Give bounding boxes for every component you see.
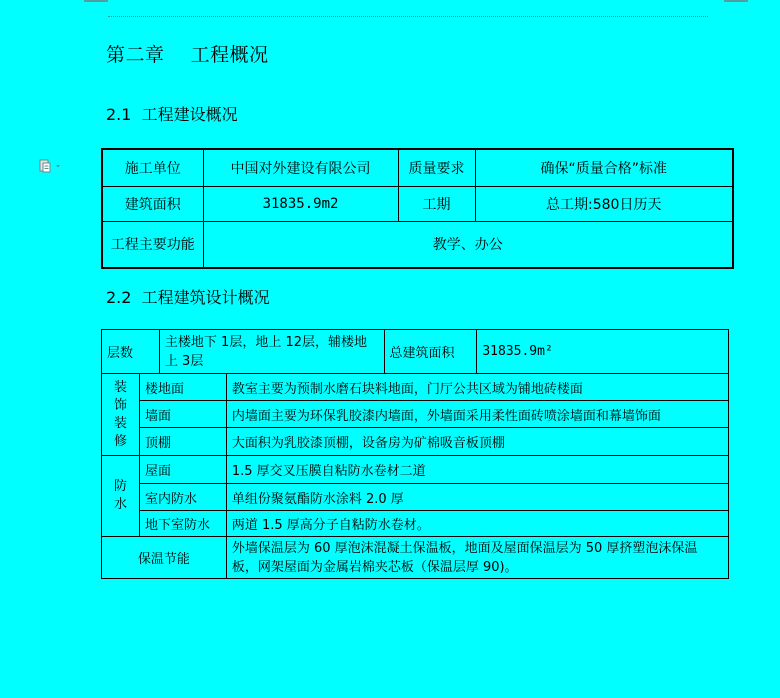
insulation-value: 外墙保温层为 60 厚泡沫混凝土保温板，地面及屋面保温层为 50 厚挤塑泡沫保温板，网架屋面为金属岩棉夹芯板（保温层厚 90)。 xyxy=(226,537,728,579)
project-overview-table xyxy=(101,148,734,269)
construction-unit-label: 施工单位 xyxy=(102,149,203,186)
period-value: 总工期:580日历天 xyxy=(475,186,733,221)
indoor-waterproof-label: 室内防水 xyxy=(139,484,226,511)
table-row xyxy=(102,149,733,186)
total-area-label: 总建筑面积 xyxy=(384,330,477,374)
roof-value: 1.5 厚交叉压膜自粘防水卷材二道 xyxy=(226,456,728,484)
function-label: 工程主要功能 xyxy=(102,221,203,268)
decoration-group-label: 装 饰 装 修 xyxy=(102,374,140,456)
section-heading-2-1: 2.1 工程建设概况 xyxy=(106,105,238,124)
section-heading-2-2: 2.2 工程建筑设计概况 xyxy=(106,288,270,307)
table-row xyxy=(102,374,729,401)
table-row xyxy=(102,186,733,221)
ceiling-value: 大面积为乳胶漆顶棚，设备房为矿棉吸音板顶棚 xyxy=(226,428,728,456)
area-value: 31835.9m2 xyxy=(203,186,398,221)
waterproof-group-label: 防 水 xyxy=(102,456,140,537)
quality-value: 确保“质量合格”标准 xyxy=(475,149,733,186)
table-row xyxy=(102,456,729,484)
indoor-waterproof-value: 单组份聚氨酯防水涂料 2.0 厚 xyxy=(226,484,728,511)
wall-label: 墙面 xyxy=(139,401,226,428)
page-corner-mark xyxy=(724,0,748,2)
table-row xyxy=(102,221,733,268)
insulation-label: 保温节能 xyxy=(102,537,227,579)
basement-waterproof-value: 两道 1.5 厚高分子自粘防水卷材。 xyxy=(226,511,728,537)
table-row xyxy=(102,401,729,428)
floor-surface-label: 楼地面 xyxy=(139,374,226,401)
floors-label: 层数 xyxy=(102,330,160,374)
period-label: 工期 xyxy=(398,186,475,221)
quality-label: 质量要求 xyxy=(398,149,475,186)
architectural-design-table xyxy=(101,329,729,579)
table-row xyxy=(102,511,729,537)
floor-surface-value: 教室主要为预制水磨石块料地面，门厅公共区域为铺地砖楼面 xyxy=(226,374,728,401)
roof-label: 屋面 xyxy=(139,456,226,484)
function-value: 教学、办公 xyxy=(203,221,733,268)
header-divider xyxy=(108,16,708,17)
wall-value: 内墙面主要为环保乳胶漆内墙面，外墙面采用柔性面砖喷涂墙面和幕墙饰面 xyxy=(226,401,728,428)
total-area-value: 31835.9m² xyxy=(477,330,729,374)
table-row xyxy=(102,537,729,579)
ceiling-label: 顶棚 xyxy=(139,428,226,456)
area-label: 建筑面积 xyxy=(102,186,203,221)
page-corner-mark xyxy=(84,0,108,2)
table-row xyxy=(102,484,729,511)
table-row xyxy=(102,330,729,374)
chapter-title: 第二章 工程概况 xyxy=(106,44,269,66)
floors-value: 主楼地下 1层，地上 12层，辅楼地上 3层 xyxy=(159,330,384,374)
table-row xyxy=(102,428,729,456)
paste-options-icon[interactable] xyxy=(38,158,64,172)
basement-waterproof-label: 地下室防水 xyxy=(139,511,226,537)
construction-unit-value: 中国对外建设有限公司 xyxy=(203,149,398,186)
